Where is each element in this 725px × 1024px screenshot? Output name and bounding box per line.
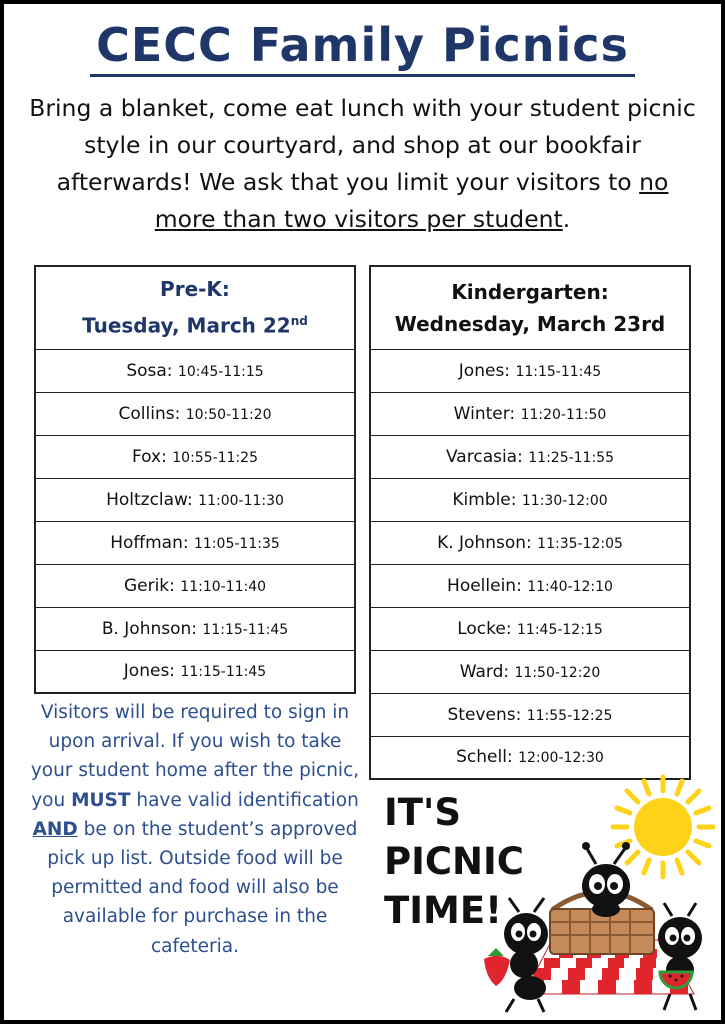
teacher-name: Hoffman:: [110, 532, 189, 553]
prek-row: [35, 349, 355, 392]
prek-slot: [35, 349, 355, 392]
teacher-name: B. Johnson:: [101, 618, 198, 639]
kinder-row: [370, 607, 690, 650]
prek-schedule-table: [34, 265, 356, 694]
prek-slot: [35, 564, 355, 607]
prek-row: [35, 392, 355, 435]
intro-paragraph: Bring a blanket, come eat lunch with your student picnic style in our courtyard, and shop at our bookfair afterwards! We ask that you limit your visitors to no more than two visitors per student.: [29, 94, 696, 233]
teacher-name: Locke:: [457, 618, 512, 639]
prek-slot: [35, 650, 355, 693]
time-slot: 11:15-11:45: [180, 664, 267, 681]
time-slot: 11:30-12:00: [521, 492, 608, 509]
time-slot: 11:10-11:40: [180, 578, 267, 595]
time-slot: 11:45-12:15: [517, 621, 603, 638]
teacher-name: K. Johnson:: [437, 532, 532, 553]
kinder-row: [370, 650, 690, 693]
kinder-row: [370, 564, 690, 607]
flyer-page: [4, 4, 721, 1020]
picnic-time-text: IT'S PICNIC TIME!: [384, 791, 524, 932]
time-slot: 11:00-11:30: [198, 492, 284, 509]
kinder-slot: [370, 478, 690, 521]
prek-row: [35, 435, 355, 478]
kinder-row: [370, 478, 690, 521]
flyer-title: CECC Family Picnics: [4, 18, 721, 72]
teacher-name: Varcasia:: [446, 446, 523, 467]
prek-slot: [35, 607, 355, 650]
kindergarten-heading: Kindergarten: Wednesday, March 23rd: [370, 266, 690, 349]
time-slot: 11:50-12:20: [514, 664, 601, 681]
teacher-name: Hoellein:: [447, 575, 522, 596]
prek-heading: Pre-K: Tuesday, March 22nd: [35, 266, 355, 349]
prek-row: [35, 478, 355, 521]
time-slot: 11:05-11:35: [194, 535, 280, 552]
time-slot: 11:15-11:45: [202, 621, 289, 638]
teacher-name: Collins:: [118, 403, 181, 424]
teacher-name: Jones:: [123, 661, 176, 682]
visitor-policy-text: Visitors will be required to sign in upon arrival. If you wish to take your student home after the picnic, you MUST have valid identification AND be on the student’s approved pick up list. Outside food will be permitted and food will also be available for purchase in the cafeteria.: [30, 702, 360, 957]
teacher-name: Schell:: [456, 747, 513, 768]
time-slot: 10:45-11:15: [177, 363, 264, 380]
kinder-slot: [370, 435, 690, 478]
kinder-slot: [370, 349, 690, 392]
time-slot: 11:35-12:05: [537, 535, 623, 552]
time-slot: 11:55-12:25: [526, 707, 613, 724]
prek-slot: [35, 521, 355, 564]
time-slot: 10:50-11:20: [185, 406, 272, 423]
teacher-name: Jones:: [458, 360, 511, 381]
time-slot: 12:00-12:30: [518, 750, 604, 767]
kinder-row: [370, 349, 690, 392]
kinder-row: [370, 693, 690, 736]
prek-slot: [35, 478, 355, 521]
teacher-name: Kimble:: [452, 489, 517, 510]
prek-row: [35, 521, 355, 564]
visitor-limit-text: no more than two visitors per student: [154, 168, 669, 233]
time-slot: 11:15-11:45: [515, 363, 602, 380]
time-slot: 11:25-11:55: [528, 449, 614, 466]
teacher-name: Stevens:: [447, 704, 522, 725]
kinder-slot: [370, 693, 690, 736]
teacher-name: Fox:: [132, 446, 167, 467]
teacher-name: Gerik:: [123, 575, 175, 596]
teacher-name: Ward:: [459, 661, 510, 682]
prek-slot: [35, 392, 355, 435]
teacher-name: Holtzclaw:: [106, 489, 193, 510]
kindergarten-schedule-table: [369, 265, 691, 780]
kinder-slot: [370, 564, 690, 607]
time-slot: 10:55-11:25: [172, 449, 258, 466]
kinder-row: [370, 521, 690, 564]
kinder-slot: [370, 607, 690, 650]
teacher-name: Winter:: [453, 403, 516, 424]
kinder-slot: [370, 736, 690, 779]
time-slot: 11:20-11:50: [520, 406, 607, 423]
prek-row: [35, 650, 355, 693]
kinder-slot: [370, 521, 690, 564]
kinder-slot: [370, 650, 690, 693]
time-slot: 11:40-12:10: [527, 578, 613, 595]
kinder-row: [370, 435, 690, 478]
kinder-row: [370, 736, 690, 779]
prek-row: [35, 607, 355, 650]
kinder-slot: [370, 392, 690, 435]
teacher-name: Sosa:: [126, 360, 173, 381]
prek-slot: [35, 435, 355, 478]
kinder-row: [370, 392, 690, 435]
prek-row: [35, 564, 355, 607]
